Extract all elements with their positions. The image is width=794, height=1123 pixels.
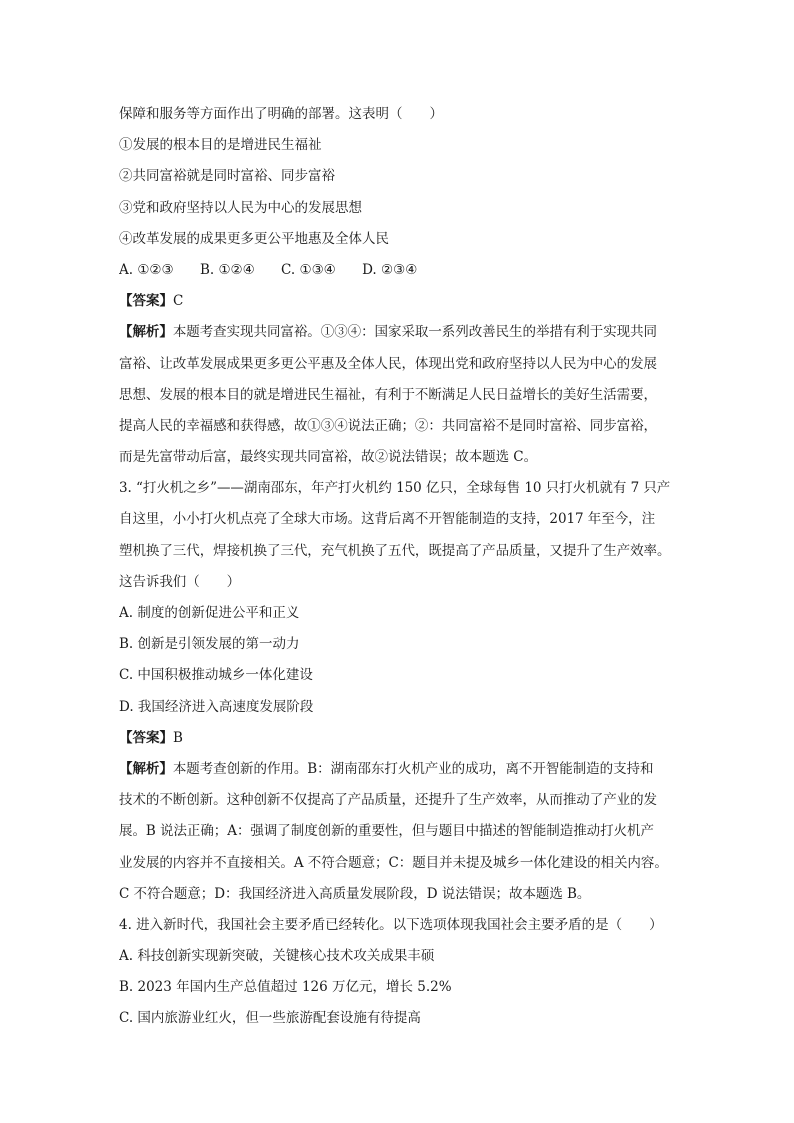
q2-option-a: A. ①②③ [119, 261, 174, 278]
q2-answer [119, 286, 679, 317]
q3-option-c: C. 中国积极推动城乡一体化建设 [119, 667, 313, 684]
q2-analysis [119, 317, 679, 473]
q4-option-c: C. 国内旅游业红火，但一些旅游配套设施有待提高 [119, 1010, 421, 1027]
q4-option-a: A. 科技创新实现新突破，关键核心技术攻关成果丰硕 [119, 948, 435, 965]
q3-option-d: D. 我国经济进入高速度发展阶段 [119, 698, 314, 715]
q3-analysis [119, 754, 679, 910]
q3-stem-line: 塑机换了三代，焊接机换了三代，充气机换了五代，既提高了产品质量，又提升了生产效率。 [119, 542, 671, 559]
q2-stem-tail: 保障和服务等方面作出了明确的部署。这表明（ ） [119, 106, 443, 122]
q2-option-b: B. ①②④ [199, 261, 255, 278]
page-content [119, 99, 679, 1035]
q3-analysis-line: 展。B 说法正确；A：强调了制度创新的重要性，但与题目中描述的智能制造推动打火机产 [119, 823, 654, 840]
q3-answer [119, 723, 679, 754]
q2-analysis-line: 思想、发展的根本目的就是增进民生福祉，有利于不断满足人民日益增长的美好生活需要， [119, 386, 657, 403]
q3-option-a: A. 制度的创新促进公平和正义 [119, 605, 300, 621]
q2-analysis-line: 富裕、让改革发展成果更多更公平惠及全体人民，体现出党和政府坚持以人民为中心的发展 [119, 355, 657, 372]
q4-option-b: B. 2023 年国内生产总值超过 126 万亿元，增长 5.2% [119, 979, 452, 996]
q2-option-d: D. ②③④ [362, 261, 418, 278]
q2-analysis-label: 【解析】 [119, 324, 173, 341]
q3-analysis-line: 业发展的内容并不直接相关。A 不符合题意；C：题目并未提及城乡一体化建设的相关内容。 [119, 854, 668, 871]
q2-analysis-line: 提高人民的幸福感和获得感，故①③④说法正确；②：共同富裕不是同时富裕、同步富裕， [119, 417, 657, 434]
q2-analysis-line: 【解析】本题考查实现共同富裕。①③④：国家采取一系列改善民生的举措有利于实现共同 [119, 324, 658, 341]
q3-stem-line: 3. “打火机之乡”——湖南邵东，年产打火机约 150 亿只，全球每售 10 只打火机就有 7 只产 [119, 480, 671, 497]
q3-option-b: B. 创新是引领发展的第一动力 [119, 636, 300, 653]
q2-analysis-line: 而是先富带动后富，最终实现共同富裕，故②说法错误；故本题选 C。 [119, 449, 538, 466]
q3-analysis-line: C 不符合题意；D：我国经济进入高质量发展阶段，D 说法错误；故本题选 B。 [119, 885, 591, 902]
q2-option-c: C. ①③④ [281, 261, 336, 278]
q4-stem: 4. 进入新时代，我国社会主要矛盾已经转化。以下选项体现我国社会主要矛盾的是（ ） [119, 916, 663, 933]
q2-statement-1: ①发展的根本目的是增进民生福祉 [119, 137, 322, 154]
q3-answer-value: B [173, 729, 183, 746]
q2-statement-4: ④改革发展的成果更多更公平地惠及全体人民 [119, 230, 389, 247]
q3-stem-line: 自这里，小小打火机点亮了全球大市场。这背后离不开智能制造的支持，2017 年至今，注 [119, 511, 656, 528]
q2-statement-2: ②共同富裕就是同时富裕、同步富裕 [119, 168, 335, 185]
q3-stem-line: 这告诉我们（ ） [119, 573, 241, 590]
q2-answer-value: C [173, 293, 184, 310]
q2-answer-label: 【答案】 [119, 293, 173, 310]
q2-options [119, 255, 679, 286]
q3-analysis-label: 【解析】 [119, 760, 173, 777]
q3-analysis-line: 【解析】本题考查创新的作用。B：湖南邵东打火机产业的成功，离不开智能制造的支持和 [119, 760, 654, 777]
q3-analysis-line: 技术的不断创新。这种创新不仅提高了产品质量，还提升了生产效率，从而推动了产业的发 [119, 792, 657, 809]
q3-stem [119, 473, 679, 598]
q3-answer-label: 【答案】 [119, 729, 173, 746]
q2-statement-3: ③党和政府坚持以人民为中心的发展思想 [119, 199, 362, 216]
